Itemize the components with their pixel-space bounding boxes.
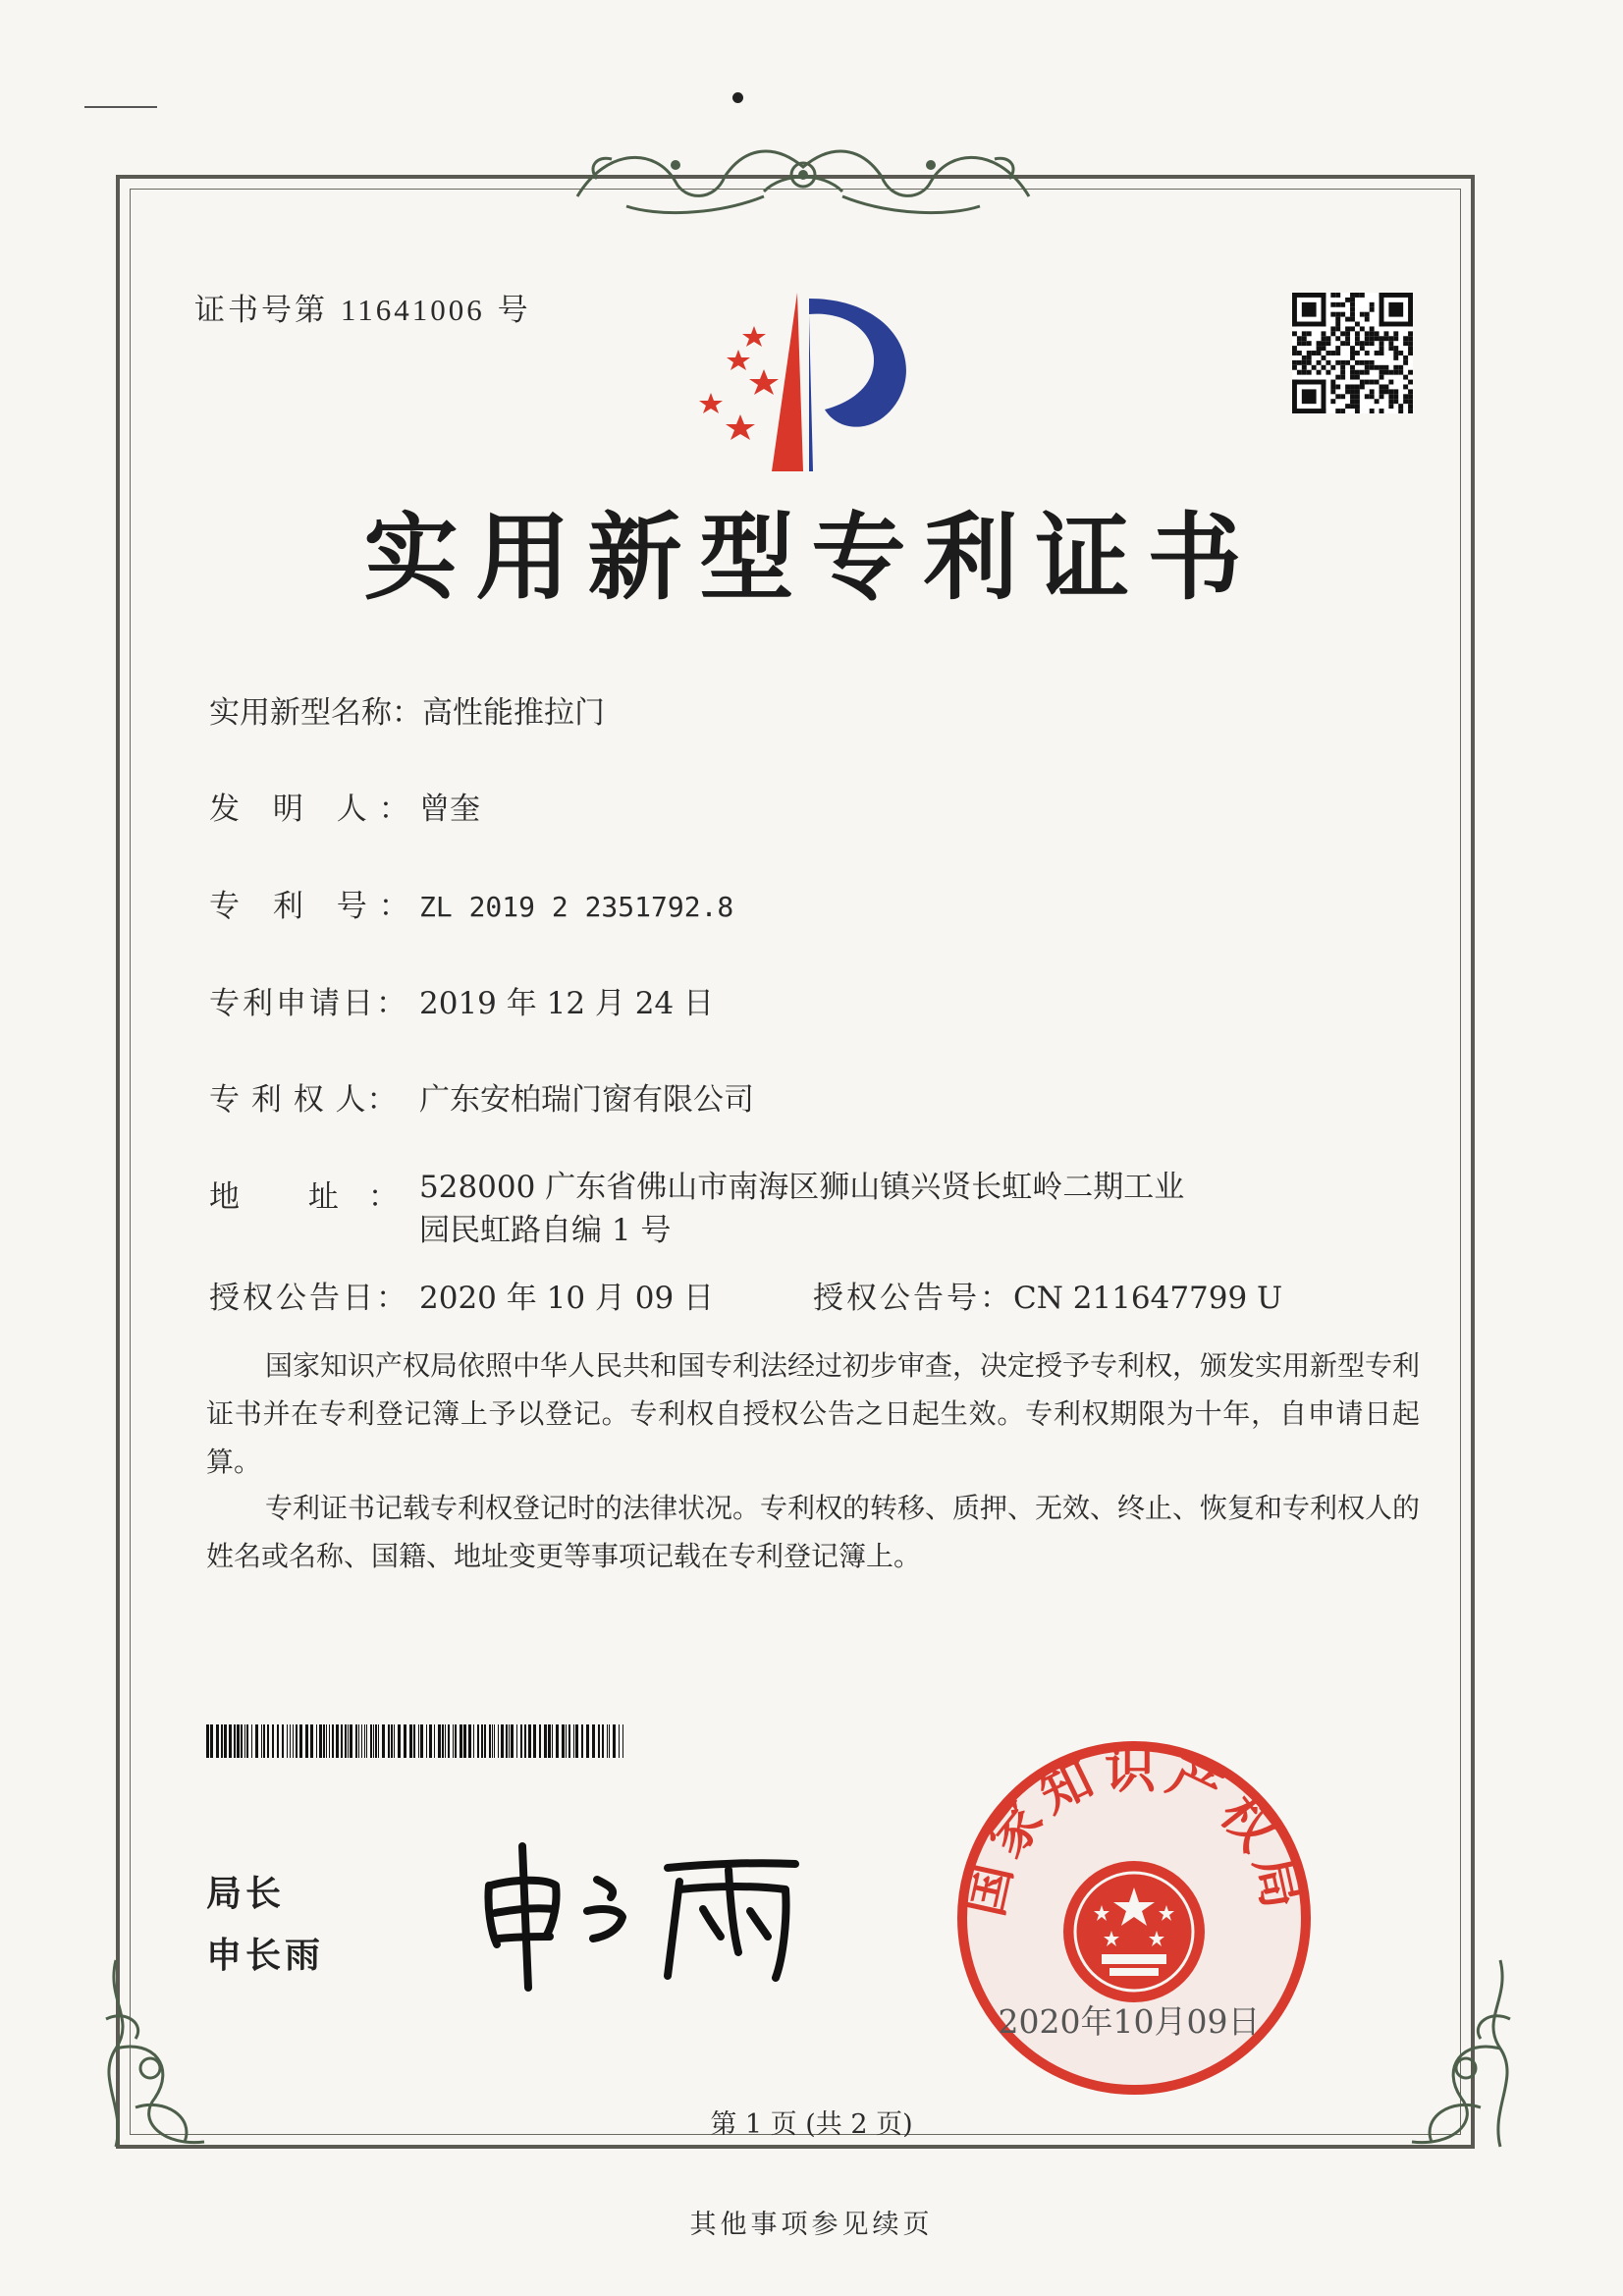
top-ornament <box>568 137 1039 220</box>
certificate-number-label: 证书号第 <box>194 293 328 328</box>
inventor-label: 发 明 人： <box>209 792 421 827</box>
national-emblem <box>1063 1861 1205 2002</box>
seal-date: 2020年10月09日 <box>998 2002 1261 2041</box>
field-patent-holder <box>209 1074 754 1119</box>
field-address <box>209 1172 1184 1252</box>
patent-holder-value: 广东安柏瑞门窗有限公司 <box>419 1082 754 1118</box>
body-paragraph-1: 国家知识产权局依照中华人民共和国专利法经过初步审查，决定授予专利权，颁发实用新型专利证书并在专利登记簿上予以登记。专利权自授权公告之日起生效。专利权期限为十年，自申请日起算。 <box>206 1349 1421 1478</box>
patent-number-label: 专 利 号： <box>209 889 421 924</box>
address-line-1: 528000 广东省佛山市南海区狮山镇兴贤长虹岭二期工业 <box>419 1170 1185 1205</box>
model-name-value: 高性能推拉门 <box>422 695 605 731</box>
logo-blue-p <box>809 299 906 471</box>
grant-date-label: 授权公告日： <box>209 1281 409 1316</box>
logo-stars <box>699 326 779 440</box>
address-label: 地 址： <box>209 1179 428 1215</box>
cnipa-logo <box>677 287 923 473</box>
director-title: 局长 <box>206 1874 286 1914</box>
page-number: 第 1 页 (共 2 页) <box>710 2109 913 2140</box>
qr-code <box>1292 293 1413 413</box>
field-model-name <box>209 687 605 732</box>
page-title: 实用新型专利证书 <box>363 503 1260 613</box>
official-seal <box>947 1730 1322 2105</box>
field-grant-number <box>813 1273 1282 1317</box>
field-application-date <box>209 978 714 1022</box>
certificate-number-suffix: 号 <box>497 293 531 328</box>
model-name-label: 实用新型名称： <box>209 695 422 731</box>
seal-text: 国家知识产权局 <box>954 1741 1314 1922</box>
scan-mark <box>84 106 157 108</box>
barcode <box>206 1724 624 1758</box>
inventor-value: 曾奎 <box>419 792 480 827</box>
certificate-number-value: 11641006 <box>340 293 485 327</box>
logo-red-blade <box>772 293 803 471</box>
continuation-note: 其他事项参见续页 <box>689 2210 934 2240</box>
application-date-value: 2019 年 12 月 24 日 <box>419 986 715 1021</box>
grant-number-value: CN 211647799 U <box>1013 1281 1283 1316</box>
field-inventor <box>209 784 480 828</box>
certificate-number <box>194 285 531 329</box>
field-patent-number <box>209 881 733 925</box>
body-paragraph-2: 专利证书记载专利权登记时的法律状况。专利权的转移、质押、无效、终止、恢复和专利权人的姓名或名称、国籍、地址变更等事项记载在专利登记簿上。 <box>206 1492 1421 1572</box>
grant-number-label: 授权公告号： <box>813 1281 1013 1316</box>
grant-date-value: 2020 年 10 月 09 日 <box>419 1281 715 1316</box>
address-line-2: 园民虹路自编 1 号 <box>419 1213 672 1248</box>
field-grant-date <box>209 1273 714 1317</box>
patent-holder-label: 专 利 权 人： <box>209 1082 399 1118</box>
application-date-label: 专利申请日： <box>209 986 409 1021</box>
patent-number-value: ZL 2019 2 2351792.8 <box>419 891 734 923</box>
handwritten-signature <box>471 1829 817 1995</box>
punch-dot <box>732 92 743 103</box>
director-name: 申长雨 <box>206 1936 325 1976</box>
